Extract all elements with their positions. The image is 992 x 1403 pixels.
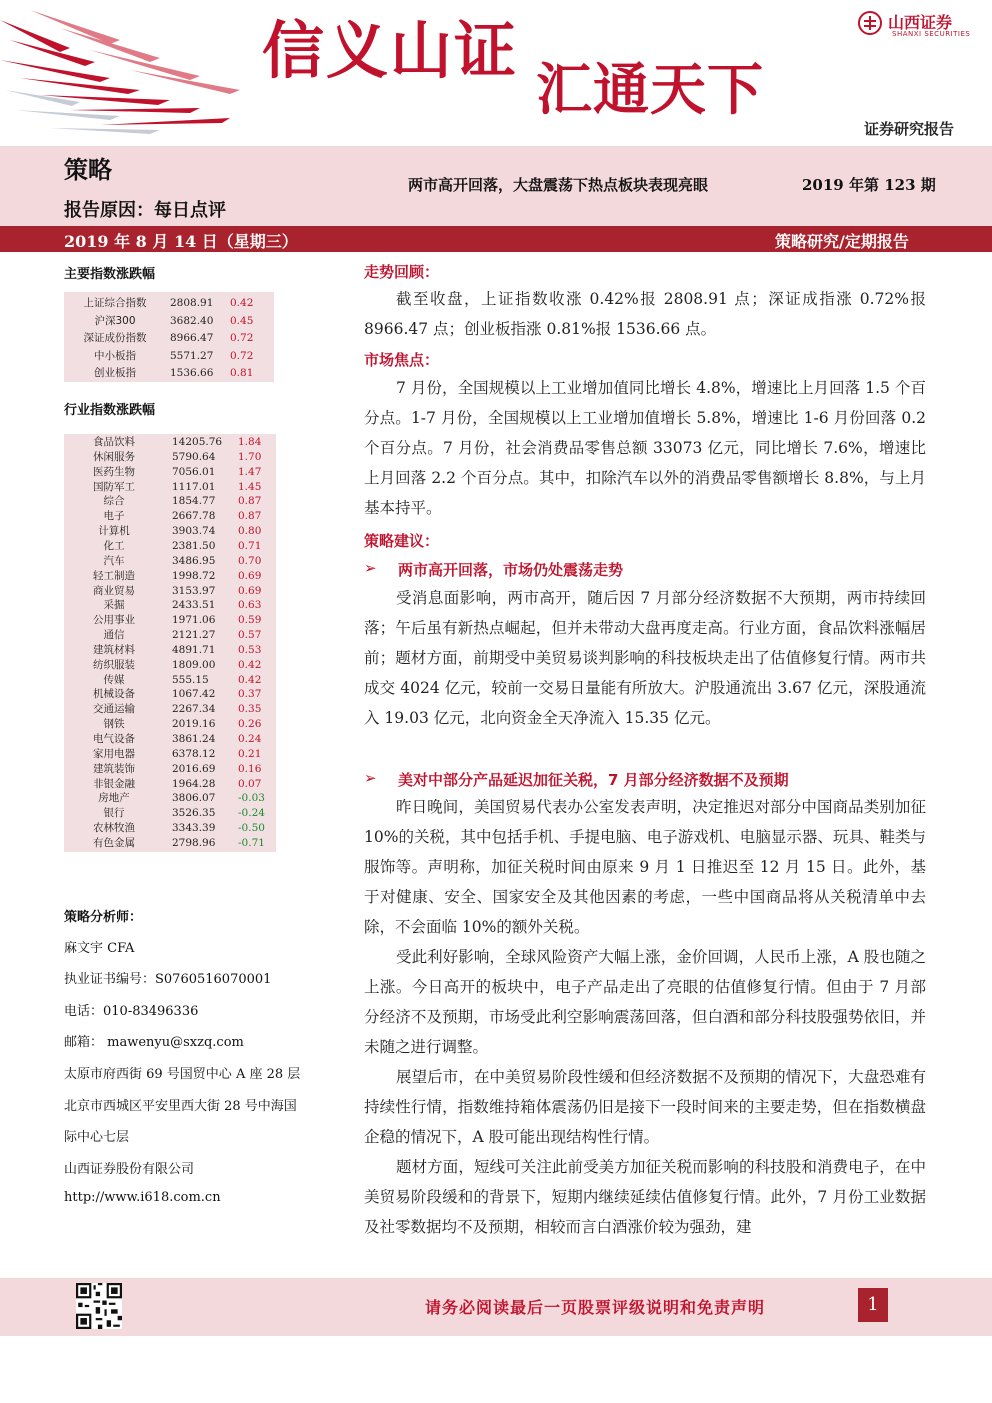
index-name: 上证综合指数 (83, 297, 147, 309)
industry-change: 0.80 (238, 525, 262, 538)
index-name: 创业板指 (94, 367, 136, 379)
industry-value: 2433.51 (172, 599, 216, 612)
industry-row (64, 450, 276, 465)
report-reason: 报告原因：每日点评 (64, 200, 226, 221)
industry-change: 0.87 (238, 510, 262, 523)
industry-name: 钢铁 (103, 718, 125, 731)
report-headline: 两市高开回落，大盘震荡下热点板块表现亮眼 (408, 176, 709, 194)
industry-change: 1.84 (238, 436, 262, 448)
industry-value: 2019.16 (172, 718, 216, 731)
industry-name: 非银金融 (93, 777, 135, 790)
industry-name: 家用电器 (93, 747, 135, 760)
industry-name: 通信 (103, 629, 125, 642)
industry-value: 4891.71 (172, 643, 216, 656)
industry-change: -0.24 (238, 807, 265, 820)
industry-row (64, 643, 276, 658)
index-change: 0.72 (230, 349, 254, 362)
industry-value: 1809.00 (172, 658, 216, 671)
industry-row (64, 613, 276, 628)
industry-name: 交通运输 (93, 703, 135, 716)
industry-name: 食品饮料 (93, 436, 135, 448)
logo-name-en: SHANXI SECURITIES (892, 30, 971, 38)
industry-row (64, 747, 276, 762)
industry-value: 3861.24 (172, 733, 216, 745)
industry-name: 汽车 (103, 554, 125, 567)
industry-change: -0.50 (238, 822, 265, 835)
industry-change: 1.47 (238, 465, 262, 478)
industry-value: 3343.39 (172, 822, 216, 835)
report-type: 证券研究报告 (864, 120, 955, 138)
industry-value: 6378.12 (172, 747, 216, 760)
industry-row (64, 836, 276, 851)
logo-name: 山西证券 (888, 13, 953, 32)
industry-change: 0.87 (238, 495, 262, 508)
qr-code-icon[interactable] (76, 1283, 122, 1329)
industry-row (64, 673, 276, 688)
industry-row (64, 791, 276, 806)
analyst-phone: 电话：010-83496336 (64, 1004, 199, 1019)
industry-name: 纺织服装 (93, 658, 135, 671)
index-row (64, 314, 274, 329)
industry-row (64, 687, 276, 702)
industry-name: 化工 (103, 539, 125, 552)
section-title-focus: 市场焦点： (364, 351, 440, 369)
industry-value: 1854.77 (172, 495, 216, 508)
company-name: 山西证券股份有限公司 (64, 1162, 195, 1177)
index-value: 3682.40 (170, 314, 214, 327)
industry-row (64, 569, 276, 584)
industry-value: 1067.42 (172, 688, 216, 701)
slogan-left: 信义山证 (262, 14, 519, 87)
industry-name: 农林牧渔 (93, 822, 135, 835)
industry-row (64, 732, 276, 747)
industry-change: 0.07 (238, 777, 262, 790)
index-change: 0.72 (230, 332, 254, 344)
industry-row (64, 598, 276, 613)
industry-name: 商业贸易 (93, 584, 135, 597)
point1-paragraph: 受消息面影响，两市高开，随后因 7 月部分经济数据不大预期，两市持续回落；午后虽有新热点崛起，但并未带动大盘再度走高。行业方面，食品饮料涨幅居前；题材方面，前期受中美贸易谈判影响的科技板块走出了估值修复行情。两市共成交 4024 亿元，较前一交易日量能有所放大。沪股通流出 3.67 亿元，深股通流入 19.03 亿元，北向资金全天净流入 15.35 亿元。 (364, 589, 926, 727)
index-value: 5571.27 (170, 349, 214, 362)
industry-row (64, 539, 276, 554)
index-name: 深证成份指数 (83, 332, 147, 344)
industry-row (64, 554, 276, 569)
address-taiyuan: 太原市府西街 69 号国贸中心 A 座 28 层 (64, 1067, 301, 1082)
industry-change: 0.21 (238, 747, 262, 760)
industry-row (64, 480, 276, 495)
report-category: 策略 (64, 156, 112, 184)
index-value: 2808.91 (170, 297, 214, 309)
index-row (64, 366, 274, 381)
index-table (64, 292, 274, 382)
industry-change: 0.59 (238, 614, 262, 627)
industry-name: 电气设备 (93, 733, 135, 745)
industry-row (64, 702, 276, 717)
point2-paragraph-1: 昨日晚间，美国贸易代表办公室发表声明，决定推迟对部分中国商品类别加征 10%的关税，其中包括手机、手提电脑、电子游戏机、电脑显示器、玩具、鞋类与服饰等。声明称，加征关税时间由原来 9 月 1 日推迟至 12 月 15 日。此外，基于对健康、安全、国家安全及其他因素的考虑，一些中国商品将从关税清单中去除，不会面临 10%的额外关税。 (364, 798, 926, 936)
disclaimer-note: 请务必阅读最后一页股票评级说明和免责声明 (425, 1298, 766, 1317)
industry-name: 建筑装饰 (93, 762, 135, 775)
industry-value: 2016.69 (172, 762, 216, 775)
industry-value: 5790.64 (172, 450, 216, 463)
header-banner (0, 0, 992, 145)
industry-change: -0.71 (238, 836, 265, 849)
industry-change: 0.69 (238, 584, 262, 597)
analyst-license: 执业证书编号：S0760516070001 (64, 972, 272, 987)
industry-name: 银行 (103, 807, 125, 820)
section-title-advice: 策略建议： (364, 532, 440, 550)
report-date: 2019 年 8 月 14 日（星期三） (64, 232, 298, 251)
industry-change: -0.03 (238, 792, 265, 805)
section-title-review: 走势回顾： (364, 263, 440, 281)
industry-change: 0.63 (238, 599, 262, 612)
industry-name: 电子 (103, 510, 125, 523)
index-value: 1536.66 (170, 367, 214, 379)
analyst-email[interactable]: 邮箱： mawenyu@sxzq.com (64, 1035, 244, 1050)
industry-name: 轻工制造 (93, 569, 135, 582)
industry-change: 0.53 (238, 643, 262, 656)
bullet-arrow-icon: ➢ (364, 559, 377, 577)
index-row (64, 296, 274, 311)
industry-name: 国防军工 (93, 480, 135, 493)
industry-row (64, 806, 276, 821)
industry-change: 0.37 (238, 688, 262, 701)
industry-value: 3486.95 (172, 554, 216, 567)
point2-paragraph-3: 展望后市，在中美贸易阶段性缓和但经济数据不及预期的情况下，大盘恐难有持续性行情，指数维持箱体震荡仍旧是接下一段时间来的主要走势，但在指数横盘企稳的情况下，A 股可能出现结构性行情。 (364, 1068, 926, 1146)
industry-row (64, 777, 276, 792)
industry-change: 1.70 (238, 450, 262, 463)
industry-name: 建筑材料 (93, 643, 135, 656)
industry-change: 1.45 (238, 480, 262, 493)
point2-title: 美对中部分产品延迟加征关税，7 月部分经济数据不及预期 (398, 771, 789, 789)
bullet-arrow-icon: ➢ (364, 769, 377, 787)
industry-change: 0.24 (238, 733, 262, 745)
industry-name: 机械设备 (93, 688, 135, 701)
company-website[interactable]: http://www.i618.com.cn (64, 1190, 221, 1205)
industry-value: 2267.34 (172, 703, 216, 716)
focus-paragraph: 7 月份，全国规模以上工业增加值同比增长 4.8%，增速比上月回落 1.5 个百分点。1-7 月份，全国规模以上工业增加值增长 5.8%，增速比 1-6 月份回落 0.2 个百分点。7 月份，社会消费品零售总额 33073 亿元，同比增长 7.6%，增速比上月回落 2.2 个百分点。其中，扣除汽车以外的消费品零售额增长 8.8%，与上月基本持平。 (364, 379, 926, 517)
industry-value: 3806.07 (172, 792, 216, 805)
industry-row (64, 435, 276, 450)
index-table-title: 主要指数涨跌幅 (64, 267, 156, 282)
industry-value: 2667.78 (172, 510, 216, 523)
industry-row (64, 509, 276, 524)
industry-row (64, 717, 276, 732)
industry-change: 0.57 (238, 629, 262, 642)
slogan-right: 汇通天下 (536, 57, 764, 123)
industry-name: 休闲服务 (93, 450, 135, 463)
industry-name: 传媒 (103, 673, 125, 686)
industry-value: 1998.72 (172, 569, 216, 582)
industry-row (64, 658, 276, 673)
industry-value: 2381.50 (172, 539, 216, 552)
index-change: 0.81 (230, 367, 254, 379)
industry-name: 有色金属 (93, 836, 135, 849)
industry-value: 1964.28 (172, 777, 216, 790)
industry-value: 3526.35 (172, 807, 216, 820)
industry-value: 7056.01 (172, 465, 216, 478)
industry-name: 综合 (103, 495, 125, 508)
point2-paragraph-2: 受此利好影响，全球风险资产大幅上涨，金价回调，人民币上涨，A 股也随之上涨。今日高开的板块中，电子产品走出了亮眼的估值修复行情。但由于 7 月部分经济不及预期，市场受此利空影响震荡回落，但白酒和部分科技股强势依旧，并未随之进行调整。 (364, 948, 926, 1056)
industry-change: 0.71 (238, 539, 262, 552)
industry-change: 0.26 (238, 718, 262, 731)
industry-change: 0.69 (238, 569, 262, 582)
industry-row (64, 584, 276, 599)
industry-value: 2121.27 (172, 629, 216, 642)
index-name: 沪深300 (94, 314, 136, 327)
industry-name: 医药生物 (93, 465, 135, 478)
analyst-title: 策略分析师： (64, 910, 143, 925)
industry-name: 房地产 (98, 792, 130, 805)
industry-change: 0.42 (238, 673, 262, 686)
address-beijing-line1: 北京市西城区平安里西大街 28 号中海国 (64, 1099, 297, 1114)
point2-paragraph-4: 题材方面，短线可关注此前受美方加征关税而影响的科技股和消费电子，在中美贸易阶段缓和的背景下，短期内继续延续估值修复行情。此外，7 月份工业数据及社零数据均不及预期，相较而言白酒涨价较为强劲，建 (364, 1158, 926, 1236)
industry-value: 1971.06 (172, 614, 216, 627)
industry-row (64, 628, 276, 643)
analyst-name: 麻文宇 CFA (64, 941, 135, 956)
industry-value: 3903.74 (172, 525, 216, 538)
industry-row (64, 465, 276, 480)
industry-value: 14205.76 (172, 436, 223, 448)
industry-row (64, 494, 276, 509)
industry-change: 0.42 (238, 658, 262, 671)
industry-row (64, 821, 276, 836)
index-change: 0.42 (230, 297, 254, 309)
page-number: 1 (858, 1288, 888, 1322)
point1-title: 两市高开回落，市场仍处震荡走势 (398, 561, 624, 579)
industry-value: 2798.96 (172, 836, 216, 849)
index-value: 8966.47 (170, 332, 214, 344)
index-change: 0.45 (230, 314, 254, 327)
industry-name: 计算机 (98, 525, 130, 538)
decorative-flight-graphic (0, 0, 300, 145)
industry-name: 采掘 (103, 599, 125, 612)
industry-change: 0.16 (238, 762, 262, 775)
industry-change: 0.70 (238, 554, 262, 567)
index-row (64, 331, 274, 346)
review-paragraph: 截至收盘，上证指数收涨 0.42%报 2808.91 点；深证成指涨 0.72%报 8966.47 点；创业板指涨 0.81%报 1536.66 点。 (364, 290, 926, 338)
issue-number: 2019 年第 123 期 (802, 176, 936, 194)
company-logo-icon (858, 11, 882, 35)
index-row (64, 349, 274, 364)
industry-name: 公用事业 (93, 614, 135, 627)
industry-row (64, 524, 276, 539)
index-name: 中小板指 (94, 349, 136, 362)
report-class: 策略研究/定期报告 (775, 232, 909, 251)
industry-value: 555.15 (172, 673, 209, 686)
industry-change: 0.35 (238, 703, 262, 716)
industry-value: 3153.97 (172, 584, 216, 597)
industry-row (64, 762, 276, 777)
address-beijing-line2: 际中心七层 (64, 1130, 130, 1145)
industry-value: 1117.01 (172, 480, 216, 493)
industry-table (64, 434, 276, 852)
industry-table-title: 行业指数涨跌幅 (64, 403, 156, 418)
